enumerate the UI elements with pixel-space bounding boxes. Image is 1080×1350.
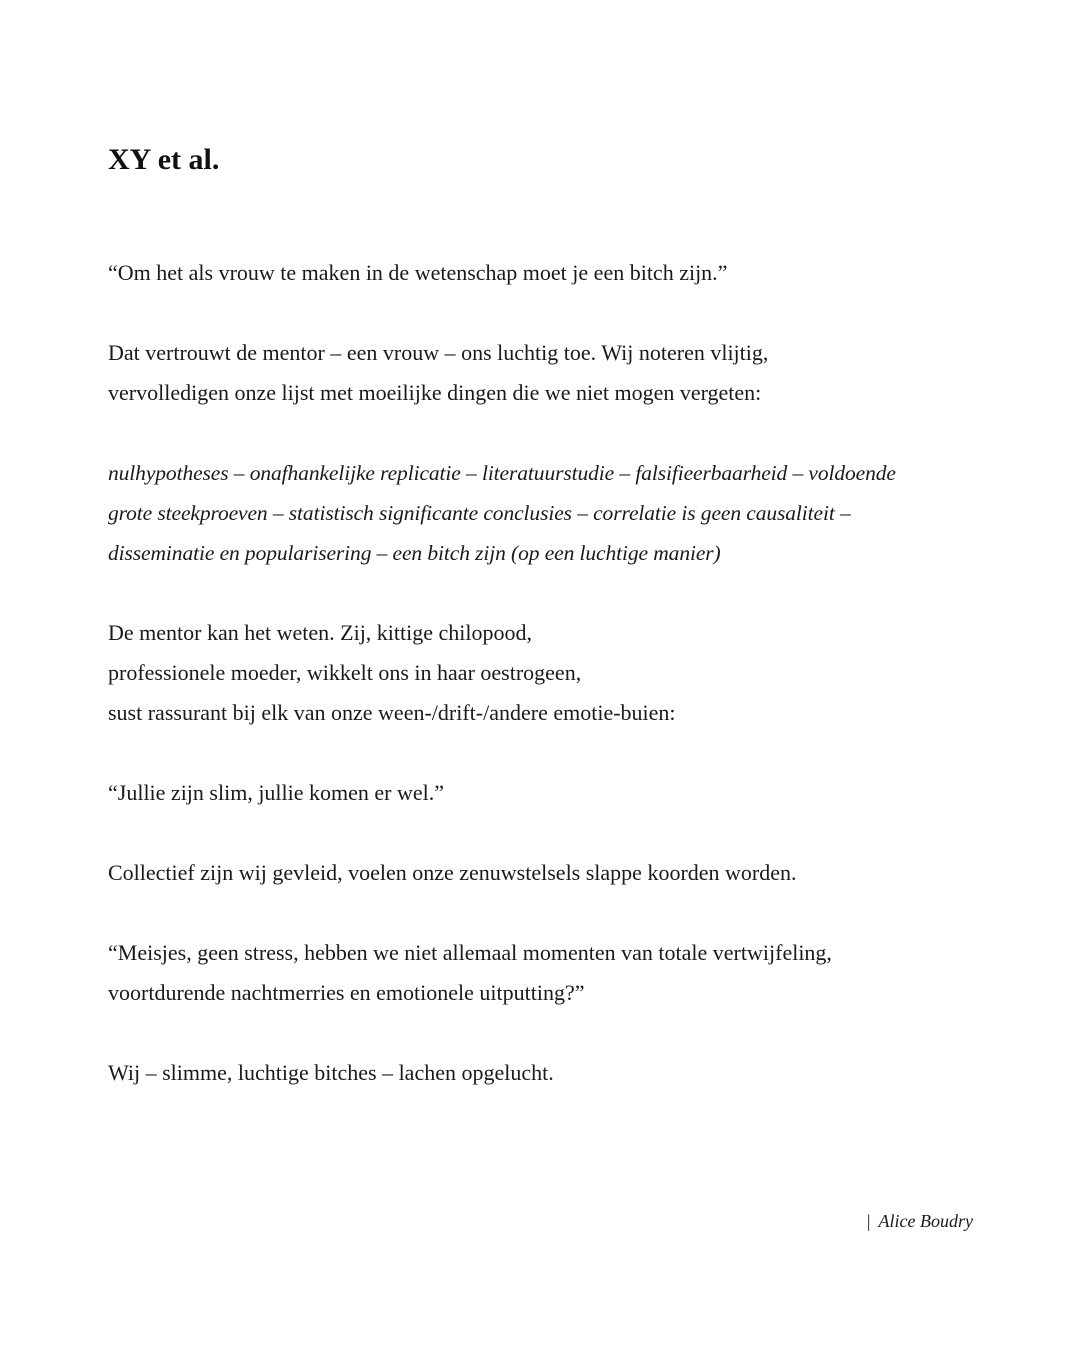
stanza [108, 933, 988, 1013]
poem-line: “Meisjes, geen stress, hebben we niet allemaal momenten van totale vertwijfeling, [108, 940, 832, 965]
stanza [108, 613, 988, 733]
poem-line: Collectief zijn wij gevleid, voelen onze zenuwstelsels slappe koorden worden. [108, 860, 797, 885]
stanza [108, 853, 988, 893]
stanza-italic-list [108, 453, 988, 573]
poem-line: grote steekproeven – statistisch significante conclusies – correlatie is geen causaliteit – [108, 501, 851, 525]
stanza [108, 1053, 988, 1093]
author-name: Alice Boudry [878, 1211, 973, 1231]
signature-separator: | [866, 1211, 871, 1231]
poem-body [108, 253, 988, 1133]
poem-line: Wij – slimme, luchtige bitches – lachen opgelucht. [108, 1060, 554, 1085]
poem-line: “Jullie zijn slim, jullie komen er wel.” [108, 780, 445, 805]
poem-line: disseminatie en popularisering – een bitch zijn (op een luchtige manier) [108, 541, 721, 565]
poem-line: vervolledigen onze lijst met moeilijke dingen die we niet mogen vergeten: [108, 380, 762, 405]
poem-line: De mentor kan het weten. Zij, kittige chilopood, [108, 620, 533, 645]
stanza [108, 773, 988, 813]
poem-line: “Om het als vrouw te maken in de wetenschap moet je een bitch zijn.” [108, 260, 728, 285]
author-signature [867, 1208, 973, 1234]
stanza [108, 253, 988, 293]
poem-line: nulhypotheses – onafhankelijke replicatie – literatuurstudie – falsifieerbaarheid – voldoende [108, 461, 896, 485]
poem-line: Dat vertrouwt de mentor – een vrouw – ons luchtig toe. Wij noteren vlijtig, [108, 340, 769, 365]
poem-line: professionele moeder, wikkelt ons in haar oestrogeen, [108, 660, 582, 685]
poem-title: XY et al. [108, 143, 220, 176]
poem-line: sust rassurant bij elk van onze ween-/drift-/andere emotie-buien: [108, 700, 676, 725]
poem-line: voortdurende nachtmerries en emotionele uitputting?” [108, 980, 585, 1005]
stanza [108, 333, 988, 413]
